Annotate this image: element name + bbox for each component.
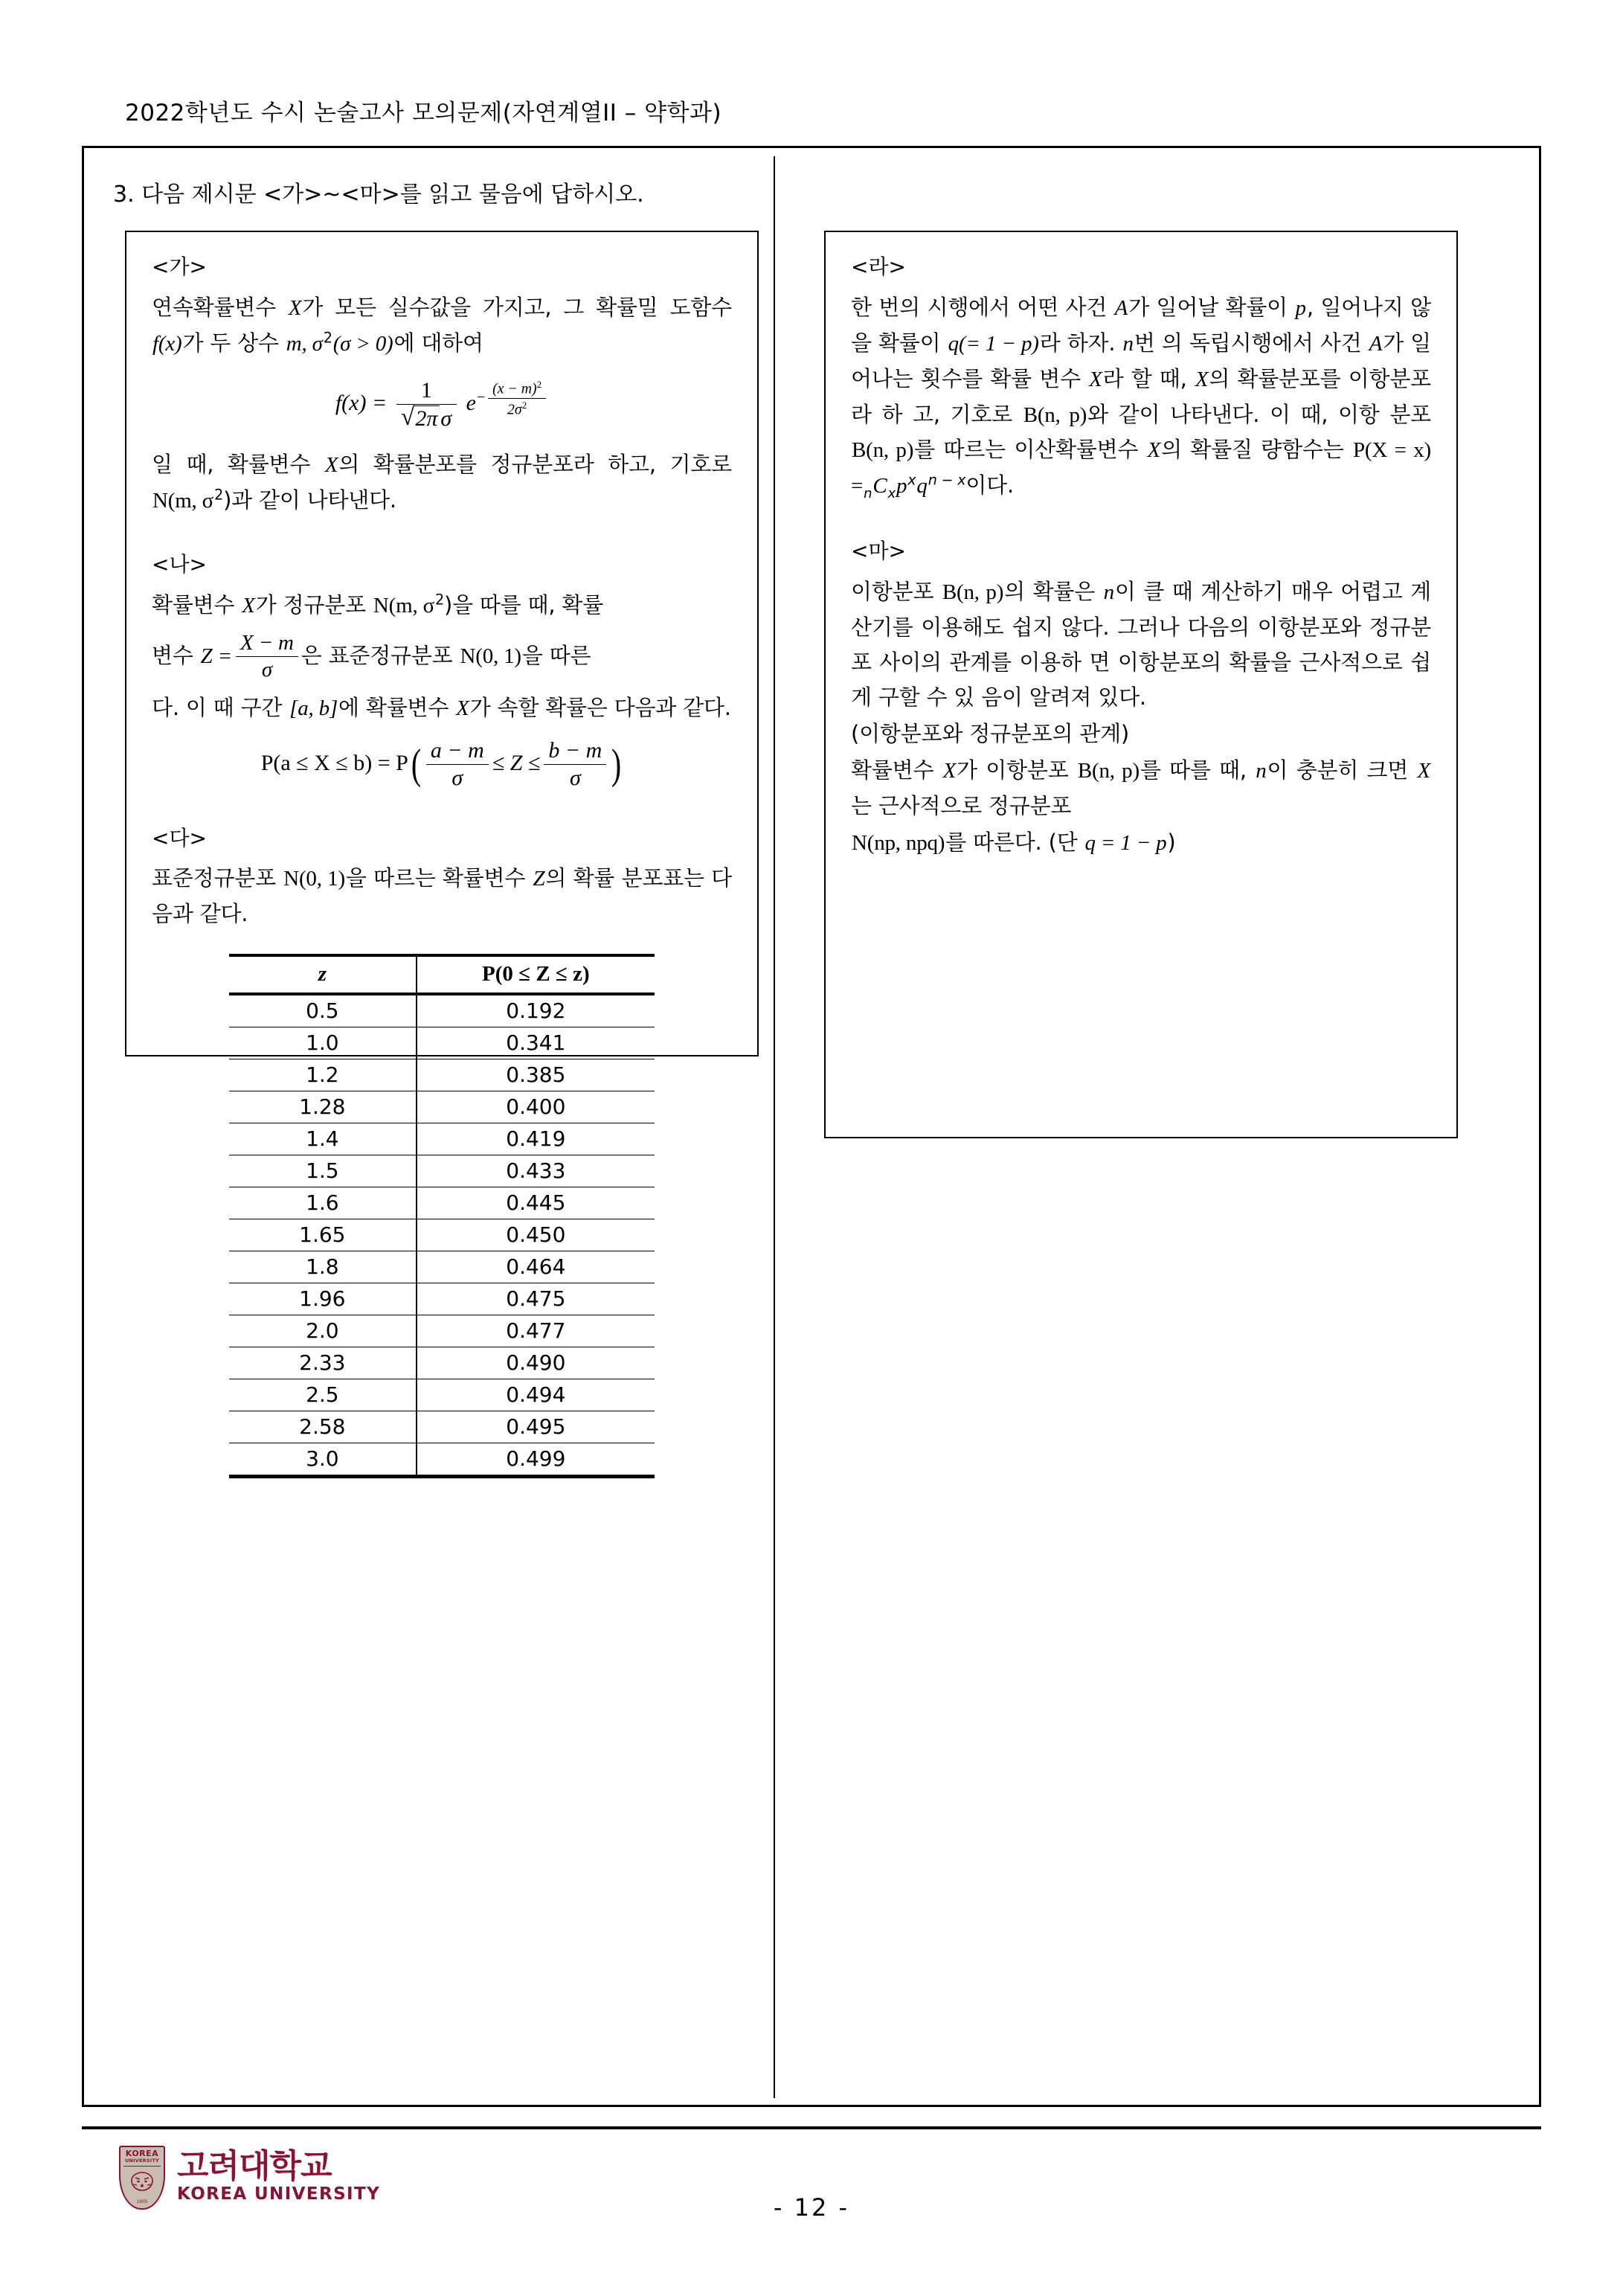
na-line1-x: X bbox=[242, 594, 255, 618]
question-prompt: 3. 다음 제시문 <가>~<마>를 읽고 물음에 답하시오. bbox=[113, 182, 644, 208]
exp-fraction bbox=[488, 379, 546, 419]
ma-q-def: q = 1 − p bbox=[1084, 830, 1167, 855]
ma-line1-c: 이 클 때 계산하기 bbox=[1114, 578, 1284, 604]
right-paren: ) bbox=[611, 741, 622, 789]
cell-probability-value: 0.495 bbox=[417, 1411, 655, 1443]
cell-probability-value: 0.192 bbox=[417, 994, 655, 1027]
pmf-q-sup: n − x bbox=[928, 471, 966, 489]
cell-z-value: 3.0 bbox=[229, 1443, 417, 1477]
exp-den-text: 2σ bbox=[507, 401, 522, 418]
passage-box-right bbox=[824, 231, 1458, 1138]
ra-line7-a: 량함수는 bbox=[1261, 437, 1352, 463]
column-divider bbox=[774, 156, 775, 2098]
pmf-x-sub: x bbox=[887, 486, 896, 502]
cell-z-value: 1.96 bbox=[229, 1283, 417, 1315]
cell-probability-value: 0.385 bbox=[417, 1059, 655, 1091]
na-line3-a: 다. 이 때 구간 bbox=[152, 694, 289, 720]
pmf-p: p bbox=[896, 474, 907, 498]
formula-lhs: f(x) = bbox=[335, 390, 388, 415]
ga-line4-n: N(m, σ bbox=[152, 488, 214, 513]
passage-ma-statement bbox=[851, 753, 1431, 824]
ga-line4-b: )과 같이 나타낸다. bbox=[223, 487, 396, 513]
ra-line6-c: 의 확률질 bbox=[1161, 437, 1253, 463]
ga-msigma: m, σ bbox=[286, 331, 323, 356]
na-line3-c: 가 속할 확률은 bbox=[469, 694, 608, 720]
ma-line7-d: 이 bbox=[1267, 757, 1288, 783]
ga-line3-x: X bbox=[324, 452, 338, 477]
formula-numerator: 1 bbox=[396, 378, 457, 405]
ma-line7-b: 가 이항분포 bbox=[957, 757, 1077, 783]
cell-z-value: 1.6 bbox=[229, 1187, 417, 1219]
na-z-den: σ bbox=[261, 658, 272, 682]
table-row bbox=[229, 1283, 655, 1315]
table-row bbox=[229, 1219, 655, 1251]
pmf-combination: C bbox=[872, 474, 887, 498]
ra-line2-b: 라 하자. bbox=[1039, 330, 1122, 356]
na-z-label: Z = bbox=[200, 644, 233, 668]
na-line1-sup: 2 bbox=[435, 591, 444, 609]
cell-z-value: 0.5 bbox=[229, 994, 417, 1027]
passage-box-left bbox=[125, 231, 759, 1472]
ma-n: n bbox=[1103, 580, 1114, 604]
passage-na-body-3 bbox=[152, 690, 732, 726]
table-row bbox=[229, 1443, 655, 1477]
ga-line3-b: 의 확률분포를 정규분포라 하고, bbox=[338, 451, 656, 477]
ma-line9-b: ) bbox=[1167, 829, 1176, 855]
cell-z-value: 1.28 bbox=[229, 1091, 417, 1123]
passage-na-body-2 bbox=[152, 631, 732, 683]
ma-binomial: B(n, p) bbox=[942, 580, 1004, 604]
formula-fraction bbox=[396, 378, 457, 432]
na-line2-a: 변수 bbox=[152, 642, 200, 668]
ma-line2: 매우 어렵고 계산기를 이용해도 쉽지 않다. 그러나 bbox=[851, 578, 1431, 640]
cell-z-value: 1.0 bbox=[229, 1027, 417, 1059]
na-line1-n: N(m, σ bbox=[373, 594, 434, 618]
standard-normal-table-wrapper bbox=[229, 954, 655, 1478]
ra-line3-a: 의 독립시행에서 사건 bbox=[1161, 330, 1369, 356]
cell-z-value: 1.5 bbox=[229, 1155, 417, 1187]
ra-x1: X bbox=[1089, 367, 1102, 391]
crest-rule bbox=[123, 2166, 161, 2167]
table-row bbox=[229, 1155, 655, 1187]
ra-line5-b: 와 같이 나타낸다. 이 때, 이항 bbox=[1087, 401, 1380, 427]
table-row bbox=[229, 1059, 655, 1091]
interval-probability-formula bbox=[152, 738, 732, 792]
tiger-head-icon bbox=[127, 2170, 157, 2193]
ma-line8-a: 충분히 크면 bbox=[1296, 757, 1417, 783]
na-eq-frac2 bbox=[544, 738, 606, 792]
da-line1-z: Z bbox=[533, 867, 545, 891]
ra-event-a2: A bbox=[1369, 331, 1383, 356]
ma-line4: 면 이항분포의 확률을 근사적으로 쉽게 구할 수 있 bbox=[851, 649, 1431, 710]
ma-line5: 음이 알려져 있다. bbox=[981, 684, 1146, 710]
cell-probability-value: 0.400 bbox=[417, 1091, 655, 1123]
standard-normal-table bbox=[229, 954, 655, 1478]
ma-line7-a: 확률변수 bbox=[851, 757, 942, 783]
ma-x1: X bbox=[942, 758, 957, 783]
cell-probability-value: 0.445 bbox=[417, 1187, 655, 1219]
na-line1-b: 가 정규분포 bbox=[255, 592, 373, 618]
cell-probability-value: 0.494 bbox=[417, 1379, 655, 1411]
cell-z-value: 1.8 bbox=[229, 1251, 417, 1283]
formula-e: e bbox=[466, 390, 476, 415]
ra-q: q(= 1 − p) bbox=[948, 331, 1039, 356]
ga-line2-a: 도함수 bbox=[669, 294, 732, 320]
ra-line6-b: 를 따르는 이산확률변수 bbox=[914, 437, 1147, 463]
ga-line1-text: 연속확률변수 bbox=[152, 294, 288, 320]
ra-line4-c: 의 확률분포를 이항분포라 하 bbox=[851, 365, 1431, 427]
table-row bbox=[229, 1251, 655, 1283]
ra-binomial-1: B(n, p) bbox=[1023, 403, 1087, 427]
footer-divider bbox=[82, 2126, 1541, 2129]
crest-line-2: UNIVERSITY bbox=[125, 2157, 159, 2164]
page-number: - 12 - bbox=[773, 2193, 850, 2222]
na-eq-f1-num: a − m bbox=[426, 738, 489, 766]
table-body bbox=[229, 994, 655, 1477]
sqrt-2pi bbox=[401, 405, 440, 432]
da-line2: 분포표는 다음과 같다. bbox=[152, 865, 732, 927]
passage-ga-tail bbox=[152, 447, 732, 519]
exp-num-sup: 2 bbox=[536, 378, 542, 390]
na-line1-a: 확률변수 bbox=[152, 592, 242, 618]
ma-line1-a: 이항분포 bbox=[851, 578, 942, 604]
cell-z-value: 1.65 bbox=[229, 1219, 417, 1251]
ma-x2: X bbox=[1417, 758, 1430, 783]
passage-ga-body bbox=[152, 290, 732, 362]
ra-n: n bbox=[1122, 331, 1134, 356]
ra-line4-a: 변수 bbox=[1039, 365, 1089, 391]
table-row bbox=[229, 994, 655, 1027]
ma-line3: 다음의 이항분포와 정규분포 사이의 관계를 이용하 bbox=[851, 614, 1431, 675]
table-row bbox=[229, 1315, 655, 1347]
ra-line1-a: 한 번의 시행에서 어떤 사건 bbox=[851, 294, 1114, 320]
ga-line3-a: 일 때, 확률변수 bbox=[152, 451, 324, 477]
ga-line1-cont: 가 모든 실수값을 가지고, 그 확률밀 bbox=[302, 294, 658, 320]
passage-tag-da: <다> bbox=[152, 825, 207, 850]
logo-korean-name: 고려대학교 bbox=[177, 2146, 332, 2185]
ga-var-x: X bbox=[288, 295, 302, 320]
ra-line1-b: 가 일어날 확률이 bbox=[1128, 294, 1288, 320]
cell-probability-value: 0.433 bbox=[417, 1155, 655, 1187]
formula-denominator bbox=[396, 405, 457, 432]
pmf-n-sub: n bbox=[864, 486, 872, 502]
cell-probability-value: 0.341 bbox=[417, 1027, 655, 1059]
table-header bbox=[229, 955, 655, 994]
cell-probability-value: 0.477 bbox=[417, 1315, 655, 1347]
na-line4: 다음과 같다. bbox=[614, 694, 731, 720]
cell-z-value: 2.33 bbox=[229, 1347, 417, 1379]
formula-den-sigma: σ bbox=[440, 406, 452, 432]
column-header-z bbox=[229, 955, 417, 994]
pmf-q: q bbox=[916, 474, 928, 498]
ra-x3: X bbox=[1147, 438, 1161, 463]
da-line1-a: 표준정규분포 bbox=[152, 865, 283, 891]
passage-ma-body bbox=[851, 574, 1431, 715]
crest-wordmark bbox=[120, 2149, 164, 2163]
sqrt-radicand: 2π bbox=[414, 405, 440, 432]
table-row bbox=[229, 1123, 655, 1155]
formula-exponent bbox=[476, 378, 549, 418]
ma-line8-b: 는 근사적으로 정규분포 bbox=[851, 792, 1072, 818]
na-eq-f2-num: b − m bbox=[544, 738, 606, 766]
gaussian-pdf-formula bbox=[152, 378, 732, 432]
document-header-title: 2022학년도 수시 논술고사 모의문제(자연계열II – 약학과) bbox=[125, 100, 722, 126]
ma-normal-approx: N(np, npq) bbox=[852, 830, 945, 855]
cell-probability-value: 0.464 bbox=[417, 1251, 655, 1283]
passage-da-body bbox=[152, 861, 732, 931]
table-row bbox=[229, 1411, 655, 1443]
passage-tag-ma: <마> bbox=[851, 539, 906, 564]
exp-num bbox=[488, 379, 546, 399]
pmf-p-sup: x bbox=[907, 471, 916, 489]
cell-z-value: 1.4 bbox=[229, 1123, 417, 1155]
ra-event-a: A bbox=[1114, 295, 1128, 320]
cell-z-value: 1.2 bbox=[229, 1059, 417, 1091]
ma-line1-b: 의 확률은 bbox=[1004, 578, 1103, 604]
ga-line4-sup: 2 bbox=[214, 485, 224, 503]
passage-na-body-1 bbox=[152, 588, 732, 623]
na-z-fraction bbox=[236, 631, 298, 683]
na-z-num: X − m bbox=[236, 631, 298, 657]
ra-line6-a: 분포 bbox=[1389, 401, 1431, 427]
exp-den bbox=[488, 399, 546, 418]
crest-line-1: KOREA bbox=[125, 2149, 159, 2158]
column-header-z-text: z bbox=[318, 962, 327, 987]
cell-probability-value: 0.475 bbox=[417, 1283, 655, 1315]
exp-num-text: (x − m) bbox=[492, 380, 537, 397]
cell-probability-value: 0.450 bbox=[417, 1219, 655, 1251]
ra-line4-b: 라 할 때, bbox=[1102, 365, 1195, 391]
cell-probability-value: 0.419 bbox=[417, 1123, 655, 1155]
table-row bbox=[229, 1379, 655, 1411]
cell-z-value: 2.0 bbox=[229, 1315, 417, 1347]
na-line3-x: X bbox=[456, 696, 469, 720]
table-row bbox=[229, 1347, 655, 1379]
ga-sigma-sup: 2 bbox=[323, 328, 332, 346]
ga-line4-a: 기호로 bbox=[669, 451, 732, 477]
table-row bbox=[229, 1187, 655, 1219]
crest-year: 1905 bbox=[136, 2199, 148, 2204]
ma-n2: n bbox=[1256, 758, 1267, 783]
na-line2-b: 은 표준정규분포 bbox=[301, 642, 460, 668]
cell-z-value: 2.58 bbox=[229, 1411, 417, 1443]
na-eq-lhs: P(a ≤ X ≤ b) = P bbox=[260, 750, 408, 775]
logo-english-name: KOREA UNIVERSITY bbox=[177, 2184, 381, 2204]
ga-fx: f(x) bbox=[152, 331, 182, 356]
left-paren: ( bbox=[411, 741, 422, 789]
na-interval: [a, b] bbox=[289, 696, 338, 720]
cell-z-value: 2.5 bbox=[229, 1379, 417, 1411]
ra-line3-b: 가 일어나는 횟수를 확률 bbox=[851, 330, 1431, 391]
na-line1-c: )을 따를 때, 확률 bbox=[443, 592, 604, 618]
ga-sigma-cond: (σ > 0) bbox=[332, 331, 393, 356]
ga-line2-b: 가 두 상수 bbox=[182, 330, 286, 356]
ra-line2-a: , 일어나지 않을 확률이 bbox=[851, 294, 1431, 356]
na-eq-f2-den: σ bbox=[569, 766, 581, 791]
cell-probability-value: 0.490 bbox=[417, 1347, 655, 1379]
na-line2-n: N(0, 1) bbox=[460, 644, 521, 668]
da-line1-b: 을 따르는 확률변수 bbox=[345, 865, 533, 891]
ma-line7-c: 를 따를 때, bbox=[1140, 757, 1256, 783]
passage-ra-body bbox=[851, 290, 1431, 505]
ma-binomial-2: B(n, p) bbox=[1077, 758, 1140, 783]
da-line1-c: 의 확률 bbox=[545, 865, 615, 891]
table-row bbox=[229, 1091, 655, 1123]
table-header-row bbox=[229, 955, 655, 994]
passage-tag-ra: <라> bbox=[851, 254, 906, 279]
ra-binomial-2: B(n, p) bbox=[852, 438, 914, 463]
ra-line5-a: 고, 기호로 bbox=[913, 401, 1023, 427]
passage-ma-subtitle: (이항분포와 정규분포의 관계) bbox=[851, 720, 1130, 746]
passage-ma-conclusion bbox=[851, 825, 1431, 861]
cell-probability-value: 0.499 bbox=[417, 1443, 655, 1477]
ra-line2-c: 번 bbox=[1134, 330, 1155, 356]
na-eq-f1-den: σ bbox=[451, 766, 463, 791]
exp-den-sup: 2 bbox=[521, 399, 527, 411]
ra-line7-b: 이다. bbox=[965, 472, 1014, 498]
na-eq-mid: ≤ Z ≤ bbox=[492, 750, 541, 775]
table-row bbox=[229, 1027, 655, 1059]
na-eq-frac1 bbox=[426, 738, 489, 792]
na-line3-b: 에 확률변수 bbox=[338, 694, 456, 720]
ga-line2-d: 에 대하여 bbox=[393, 330, 483, 356]
ra-x2: X bbox=[1195, 367, 1209, 391]
ma-line9-a: 를 따른다. (단 bbox=[945, 829, 1084, 855]
passage-tag-ga: <가> bbox=[152, 254, 207, 279]
column-header-probability: P(0 ≤ Z ≤ z) bbox=[417, 955, 655, 994]
passage-tag-na: <나> bbox=[152, 552, 207, 577]
pmf-lhs: P(X = x) = bbox=[851, 438, 1431, 498]
da-line1-n: N(0, 1) bbox=[283, 867, 345, 891]
na-line2-c: 을 따른 bbox=[521, 642, 591, 668]
exp-minus: − bbox=[476, 388, 486, 405]
ra-p: p bbox=[1295, 295, 1306, 320]
